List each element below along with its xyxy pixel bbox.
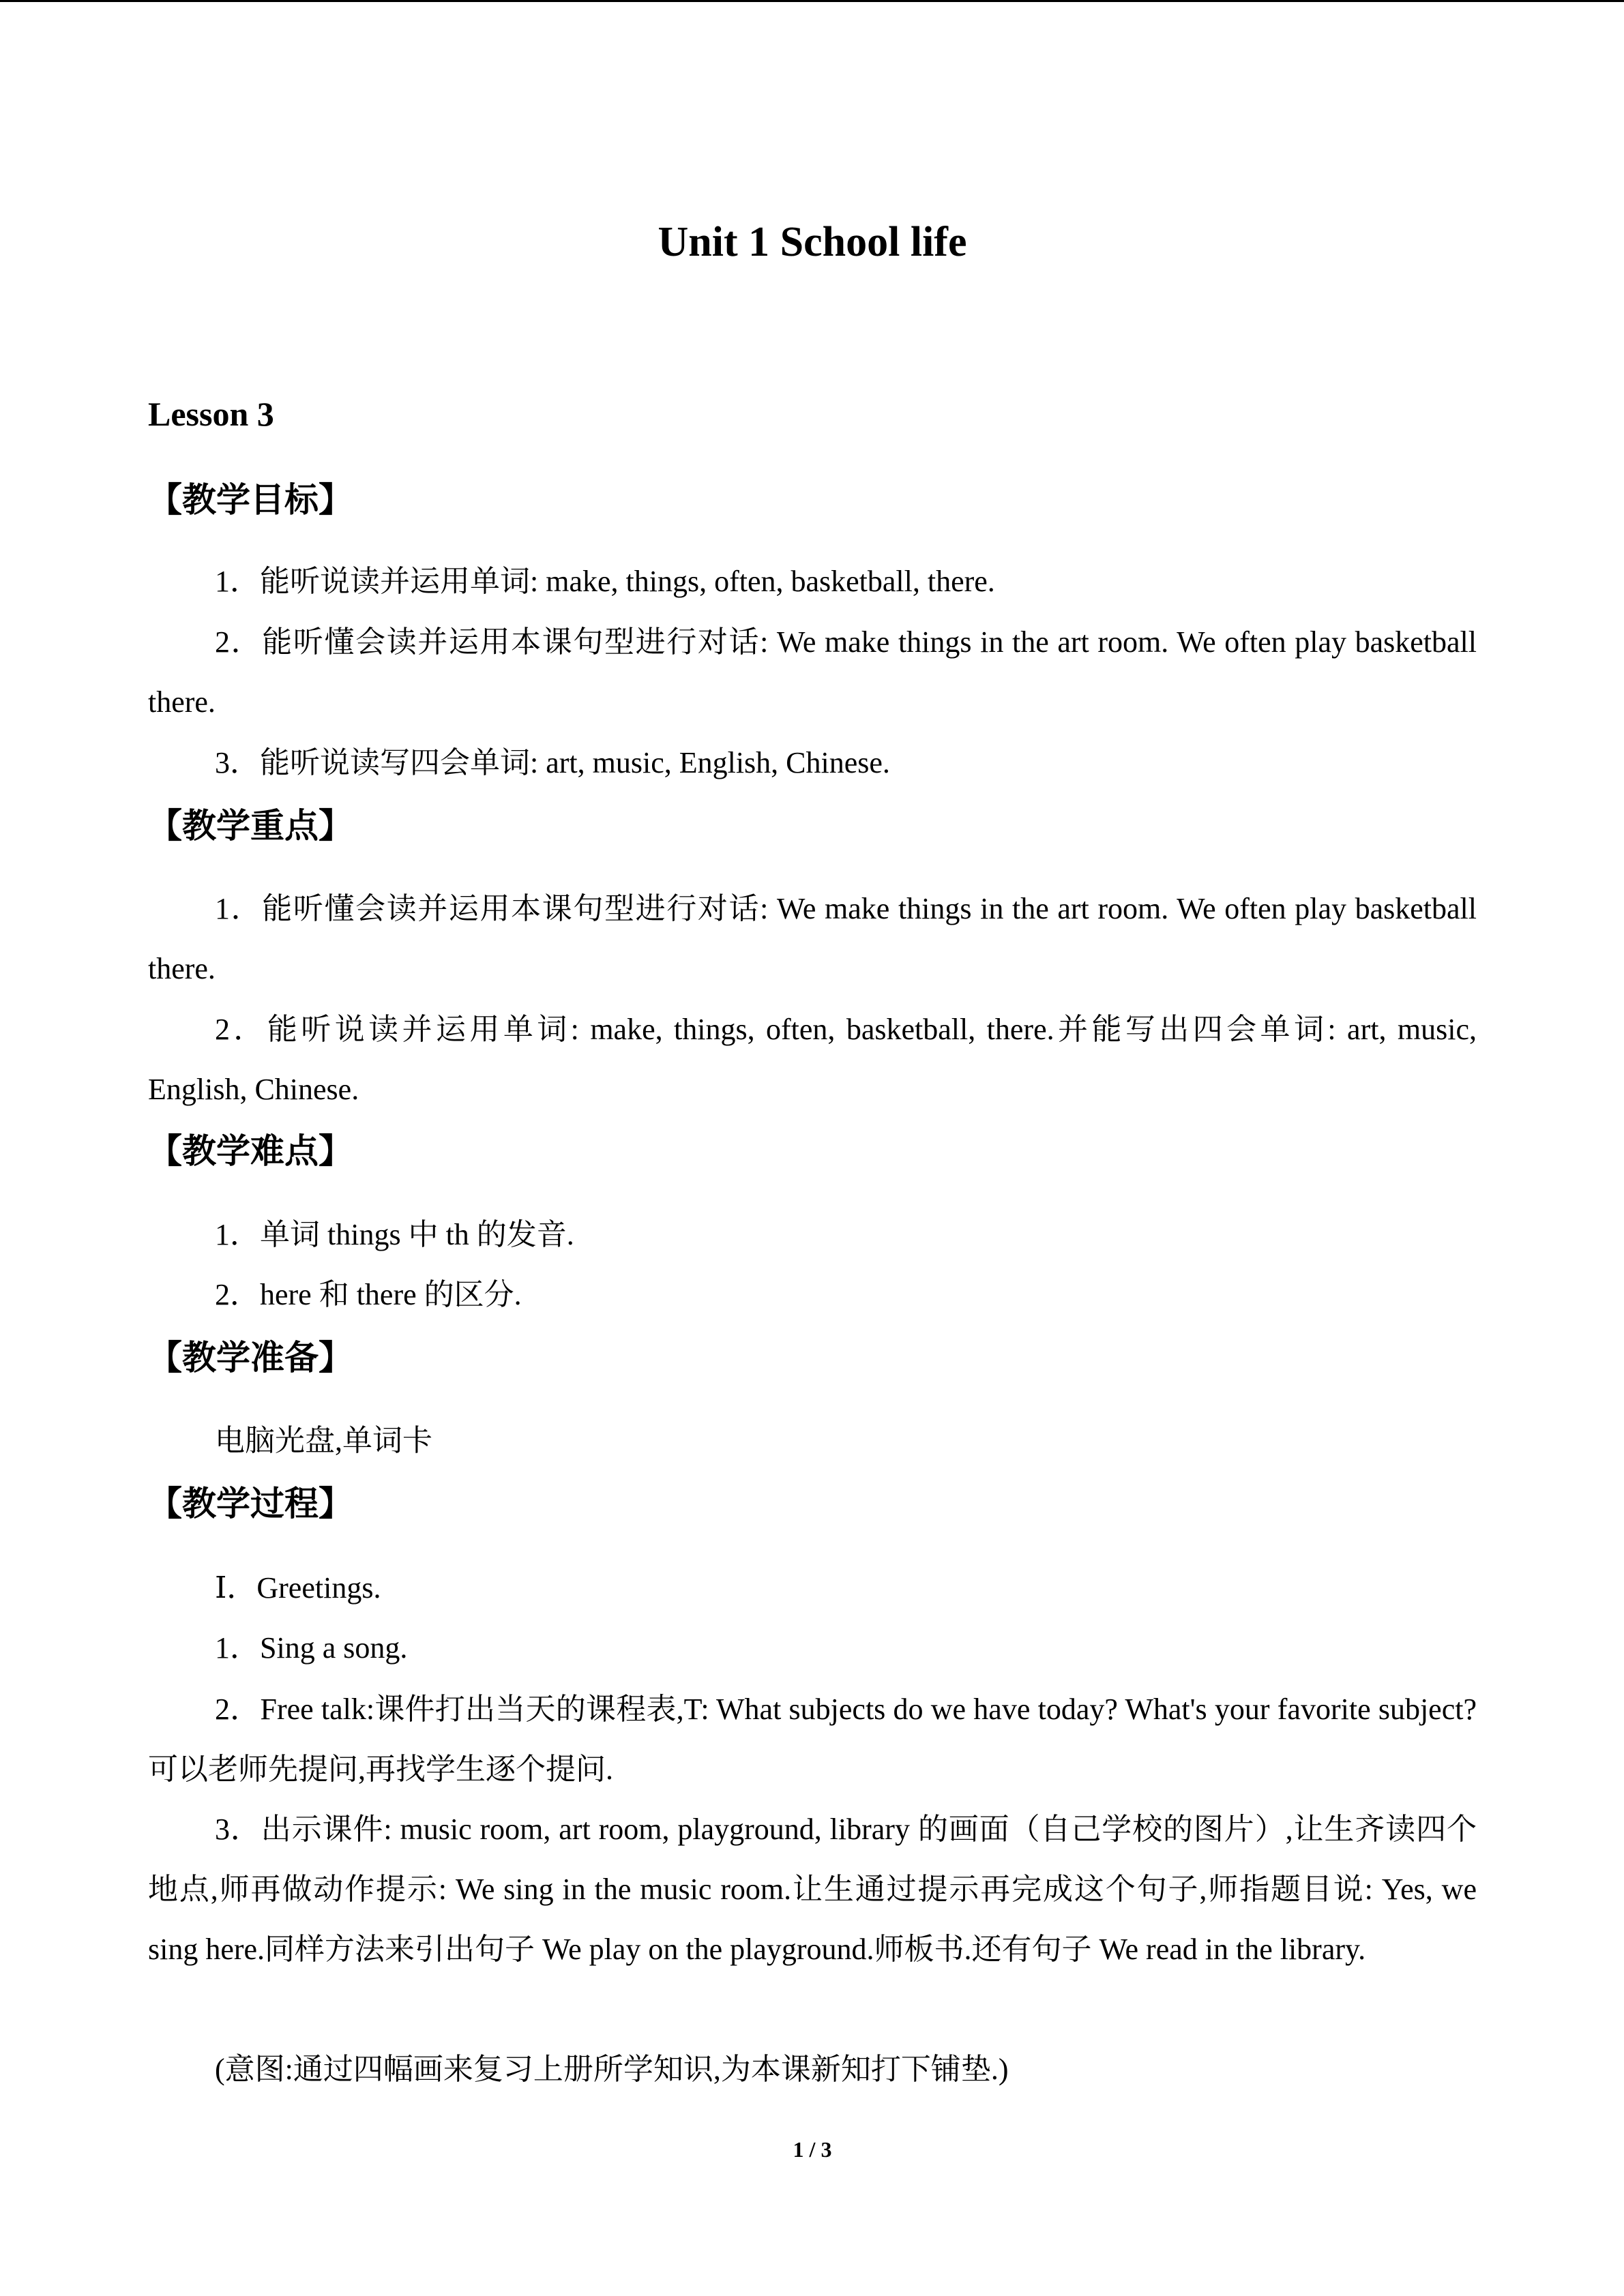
process-item-intent: (意图:通过四幅画来复习上册所学知识,为本课新知打下铺垫.) [215, 2053, 1009, 2086]
section-heading-objectives: 【教学目标】 [148, 480, 353, 520]
section-heading-preparation: 【教学准备】 [148, 1338, 353, 1377]
difficulty-item-2: 2．here 和 there 的区分. [215, 1278, 522, 1311]
process-item-courseware: 3．出示课件: music room, art room, playground, library 的画面（自己学校的图片）,让生齐读四个地点,师再做动作提示: We sing in the music room.让生通过提示再完成这个句子,师指题目说: Yes, we sing here.同样方法来引出句子 We play on the playground.师板书.还有句子 We read in the library. [148, 1813, 1477, 1966]
process-item-greetings: Ⅰ．Greetings. [215, 1571, 381, 1605]
difficulty-item-1: 1．单词 things 中 th 的发音. [215, 1218, 574, 1251]
key-point-item-1: 1．能听懂会读并运用本课句型进行对话: We make things in the art room. We often play basketball there. [148, 892, 1477, 985]
process-item-free-talk: 2．Free talk:课件打出当天的课程表,T: What subjects do we have today? What's your favorite subject? 可以老师先提问,再找学生逐个提问. [148, 1693, 1477, 1786]
section-heading-difficulties: 【教学难点】 [148, 1131, 353, 1171]
process-item-sing-song: 1．Sing a song. [215, 1631, 408, 1665]
lesson-label: Lesson 3 [148, 395, 274, 433]
objective-item-1: 1．能听说读并运用单词: make, things, often, basketball, there. [215, 565, 995, 598]
objective-item-2: 2．能听懂会读并运用本课句型进行对话: We make things in the art room. We often play basketball there. [148, 625, 1477, 719]
document-page [148, 0, 1477, 2296]
page-number: 1 / 3 [793, 2137, 832, 2162]
preparation-text: 电脑光盘,单词卡 [215, 1424, 432, 1457]
section-heading-key-points: 【教学重点】 [148, 806, 353, 846]
objective-item-3: 3．能听说读写四会单词: art, music, English, Chinese. [215, 746, 890, 779]
document-title: Unit 1 School life [658, 219, 967, 265]
section-heading-process: 【教学过程】 [148, 1484, 353, 1523]
key-point-item-2: 2．能听说读并运用单词: make, things, often, basketball, there.并能写出四会单词: art, music, English, Chinese. [148, 1013, 1477, 1106]
